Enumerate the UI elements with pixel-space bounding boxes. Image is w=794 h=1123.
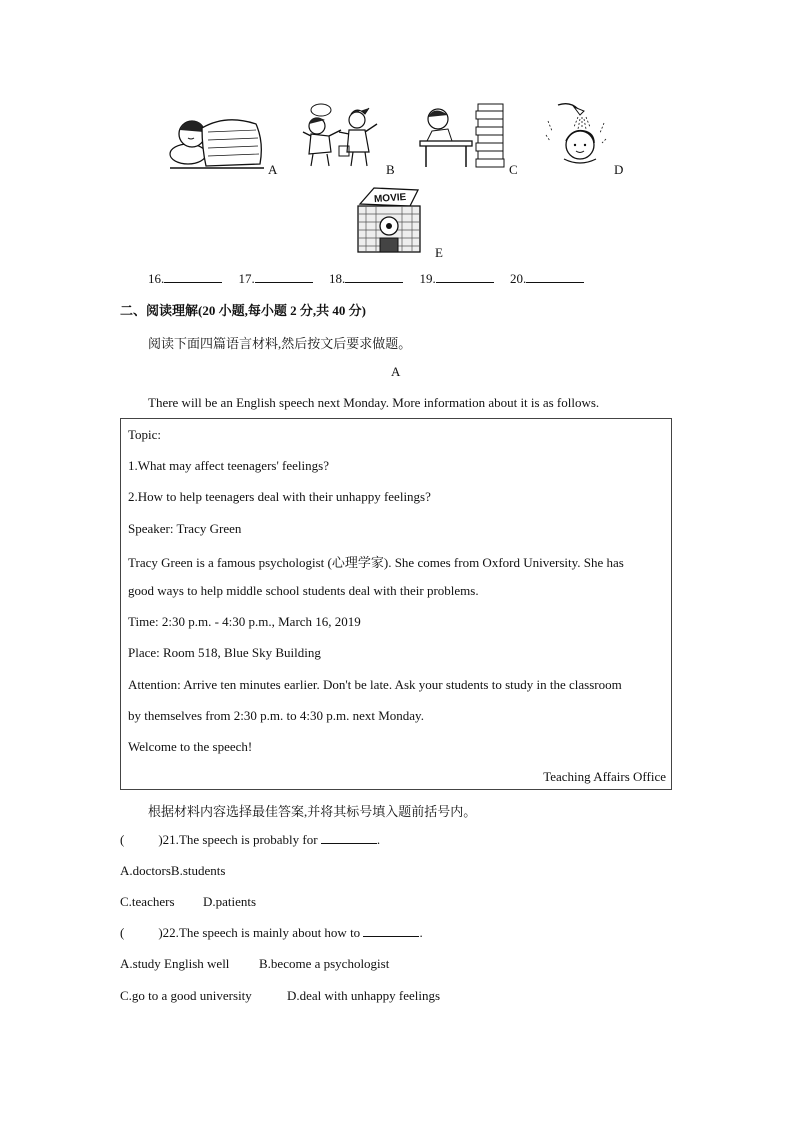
picture-e-letter: E xyxy=(435,245,443,260)
question-stem: The speech is probably for xyxy=(178,832,321,847)
choose-instruction: 根据材料内容选择最佳答案,并将其标号填入题前括号内。 xyxy=(148,804,477,819)
arguing-children-icon xyxy=(299,102,381,168)
attention-1: Attention: Arrive ten minutes earlier. Don't be late. Ask your students to study in the classroom xyxy=(128,677,622,692)
q22-option-b: B.become a psychologist xyxy=(259,956,390,971)
speaker-bio-2: good ways to help middle school students deal with their problems. xyxy=(128,583,479,598)
blank-19: 19. xyxy=(420,271,494,287)
movie-sign-text: MOVIE xyxy=(373,191,407,206)
q22-option-a: A.study English well xyxy=(120,956,230,971)
blank-18: 18. xyxy=(329,271,403,287)
speaker: Speaker: Tracy Green xyxy=(128,521,242,536)
answer-blanks xyxy=(148,271,597,287)
passage-label: A xyxy=(391,364,401,379)
picture-b-letter: B xyxy=(386,162,395,177)
answer-field[interactable] xyxy=(255,271,313,283)
picture-d-letter: D xyxy=(614,162,624,177)
passage-intro: There will be an English speech next Monday. More information about it is as follows. xyxy=(148,395,600,410)
topic-1: 1.What may affect teenagers' feelings? xyxy=(128,458,329,473)
answer-field[interactable] xyxy=(164,271,222,283)
question-22: ( )22.The speech is mainly about how to . xyxy=(120,925,423,940)
question-21: ( )21.The speech is probably for . xyxy=(120,832,381,847)
answer-field[interactable] xyxy=(345,271,403,283)
picture-a-letter: A xyxy=(268,162,278,177)
place: Place: Room 518, Blue Sky Building xyxy=(128,645,321,660)
welcome: Welcome to the speech! xyxy=(128,739,253,754)
topic-label: Topic: xyxy=(128,427,162,442)
q22-option-c: C.go to a good university xyxy=(120,988,252,1003)
q21-options-1: A.doctorsB.students xyxy=(120,863,226,878)
speaker-bio-1: Tracy Green is a famous psychologist (心理学家). She comes from Oxford University. She has xyxy=(128,555,624,570)
question-blank xyxy=(321,832,377,844)
sleeping-person-icon xyxy=(166,108,266,170)
movie-theater-icon xyxy=(352,184,426,256)
blank-20: 20. xyxy=(510,271,584,287)
section-title: 二、阅读理解(20 小题,每小题 2 分,共 40 分) xyxy=(120,303,366,318)
q21-option-c: C.teachers xyxy=(120,894,175,909)
blank-17: 17. xyxy=(239,271,313,287)
picture-b xyxy=(299,102,381,168)
picture-e xyxy=(352,184,426,256)
answer-field[interactable] xyxy=(526,271,584,283)
question-stem: The speech is mainly about how to xyxy=(178,925,364,940)
answer-field[interactable] xyxy=(436,271,494,283)
attention-2: by themselves from 2:30 p.m. to 4:30 p.m. next Monday. xyxy=(128,708,424,723)
notice-box xyxy=(120,418,672,790)
blank-16: 16. xyxy=(148,271,222,287)
question-blank xyxy=(363,925,419,937)
time: Time: 2:30 p.m. - 4:30 p.m., March 16, 2019 xyxy=(128,614,361,629)
section-instruction: 阅读下面四篇语言材料,然后按文后要求做题。 xyxy=(148,336,412,351)
picture-d xyxy=(540,101,612,169)
signature: Teaching Affairs Office xyxy=(543,769,666,784)
picture-c-letter: C xyxy=(509,162,518,177)
picture-a xyxy=(166,108,266,170)
topic-2: 2.How to help teenagers deal with their unhappy feelings? xyxy=(128,489,431,504)
showering-person-icon xyxy=(540,101,612,169)
q22-option-d: D.deal with unhappy feelings xyxy=(287,988,441,1003)
picture-c xyxy=(418,101,506,169)
student-studying-books-icon xyxy=(418,101,506,169)
q21-option-d: D.patients xyxy=(203,894,257,909)
